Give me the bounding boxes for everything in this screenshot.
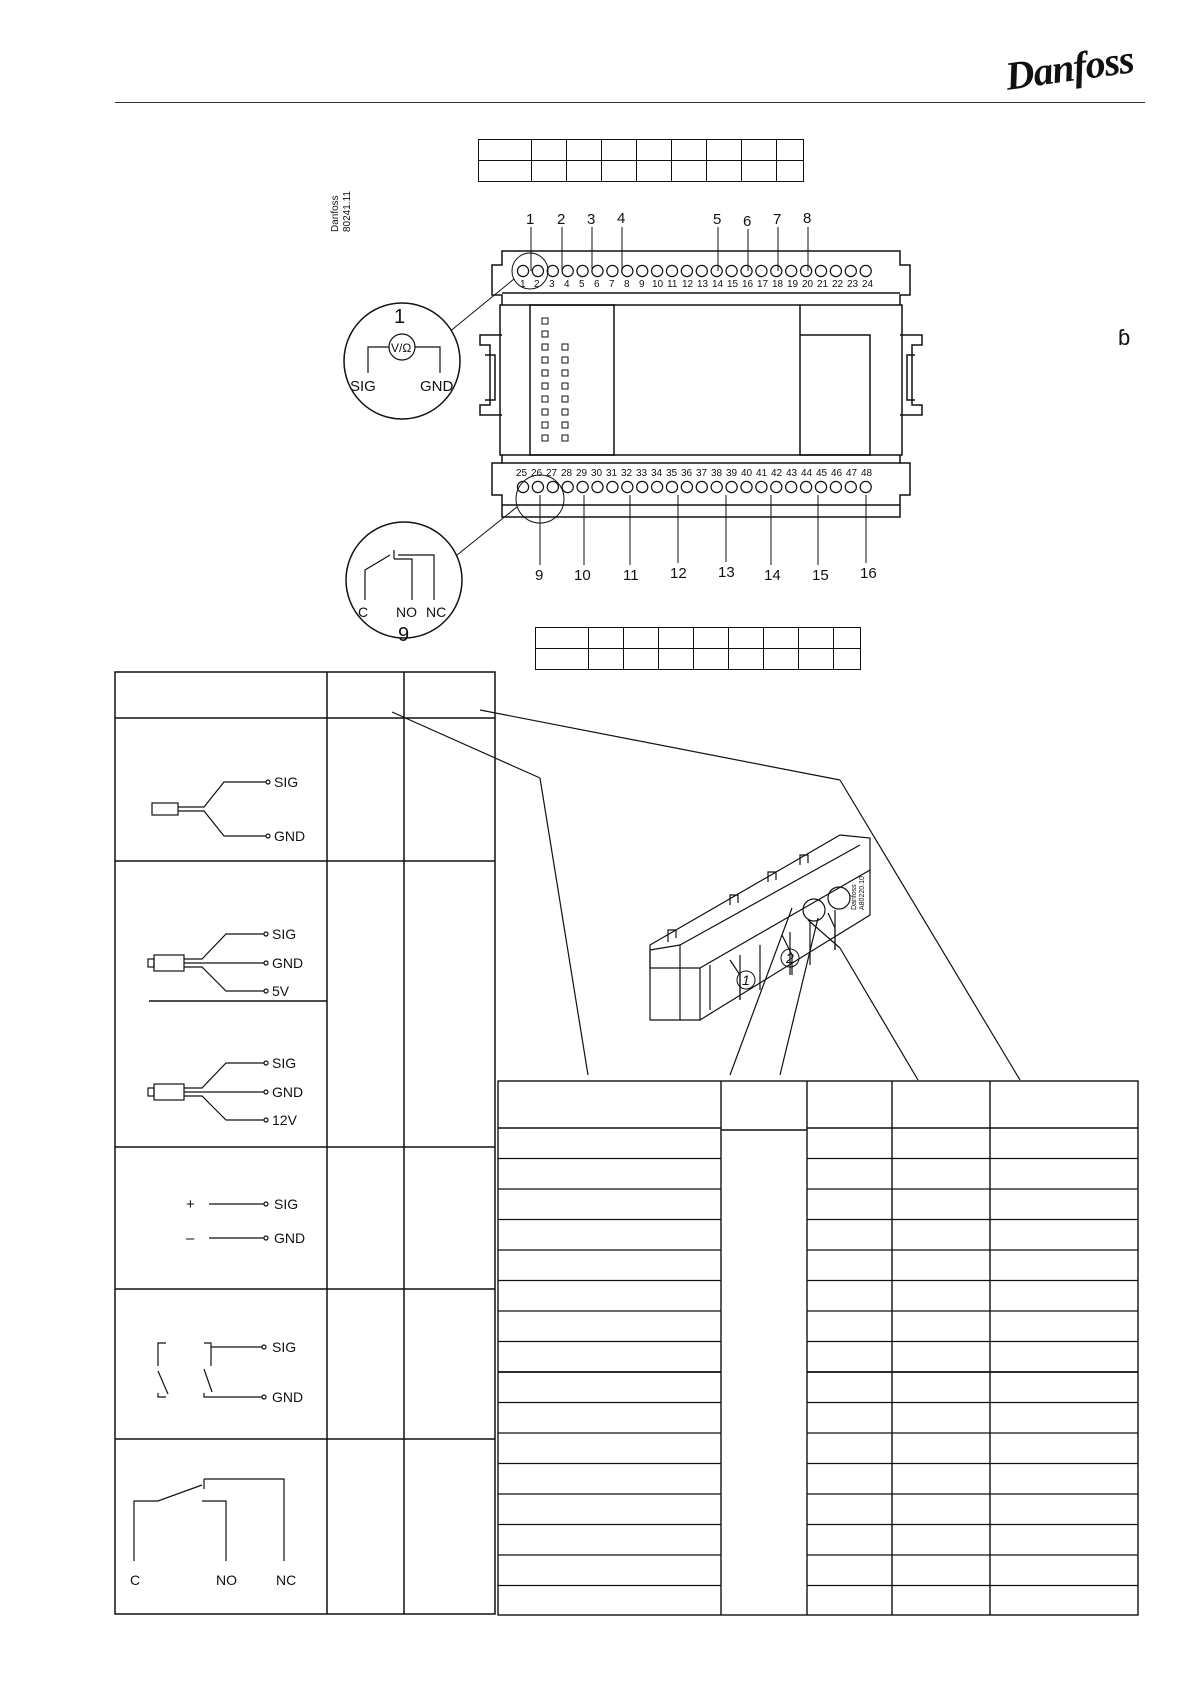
terminal-screw [532,265,543,276]
terminal-label: NO [216,1572,237,1588]
terminal-number: 41 [756,468,768,479]
terminal-screw [830,265,841,276]
terminal-screw [830,481,841,492]
stray-mark: ɓ [1118,325,1131,350]
terminal-number: 7 [609,279,615,290]
terminal-label: GND [272,1389,304,1405]
terminal-screw [562,481,573,492]
terminal-number: 47 [846,468,858,479]
terminal-screw [607,481,618,492]
detail-number: 9 [398,624,410,646]
terminal-number: 25 [516,468,528,479]
terminal-number: 5 [579,279,585,290]
terminal-screw [786,265,797,276]
terminal-number: 42 [771,468,783,479]
terminal-screw [666,265,677,276]
terminal-number: 9 [639,279,645,290]
detail-number: 1 [394,306,406,328]
detail-label: SIG [350,378,376,395]
relay-output-symbol [114,1439,327,1615]
callout-number: 13 [718,564,735,581]
terminal-number: 22 [832,279,844,290]
top-terminal-numbers [520,279,874,290]
callout-number: 10 [574,567,591,584]
terminal-number: 3 [549,279,555,290]
callout-number: 9 [535,567,544,584]
terminal-screw [652,481,663,492]
terminal-screw [860,481,871,492]
terminal-number: 45 [816,468,828,479]
terminal-number: 37 [696,468,708,479]
callout-number: 1 [526,211,535,228]
danfoss-logo: Danfoss [1002,36,1137,99]
terminal-label: GND [274,828,306,844]
callout-number: 12 [670,565,687,582]
detail-input-circle [344,303,460,419]
terminal-screw [592,265,603,276]
terminal-number: 8 [624,279,630,290]
terminal-screw [711,265,722,276]
terminal-screw [696,481,707,492]
callout-number: 16 [860,565,877,582]
terminal-number: 31 [606,468,618,479]
detail-label: NC [426,604,447,620]
callout-number: 6 [743,213,752,230]
terminal-screw [711,481,722,492]
terminal-number: 20 [802,279,814,290]
terminal-screw [756,481,767,492]
terminal-number: 4 [564,279,570,290]
terminal-number: 27 [546,468,558,479]
contact-signal-symbol [114,1289,327,1439]
detail-relay-circle [346,522,462,646]
terminal-screw [771,265,782,276]
callout-number: 2 [557,211,566,228]
terminal-label: SIG [272,926,297,942]
terminal-screw [622,265,633,276]
pressure-transmitter-5v-symbol [114,861,327,1001]
module-label: 2 [786,950,794,966]
module-illustration [380,700,1170,1085]
bottom-terminal-numbers [516,468,873,479]
terminal-number: 24 [862,279,874,290]
terminal-screw [577,481,588,492]
terminal-number: 6 [594,279,600,290]
terminal-screw [741,265,752,276]
terminal-number: 33 [636,468,648,479]
terminal-screw [547,481,558,492]
header-rule [115,102,1145,103]
terminal-screw [815,265,826,276]
terminal-number: 11 [667,279,678,290]
terminal-screw [532,481,543,492]
terminal-label: SIG [272,1339,297,1355]
terminal-label: GND [272,955,304,971]
terminal-screw [637,265,648,276]
terminal-number: 28 [561,468,573,479]
terminal-screw [726,265,737,276]
drawing-code-main: Danfoss 80241.11 [330,191,353,232]
detail-label: C [358,604,369,620]
terminal-number: 44 [801,468,813,479]
terminal-screw [801,481,812,492]
terminal-screw [741,481,752,492]
terminal-screw [607,265,618,276]
terminal-number: 46 [831,468,843,479]
terminal-label: C [130,1572,141,1588]
terminal-screw [860,265,871,276]
terminal-label: 12V [272,1112,297,1128]
callout-number: 15 [812,567,829,584]
terminal-screw [547,265,558,276]
terminal-label: SIG [274,774,299,790]
detail-label: GND [420,378,454,395]
top-terminal-table [478,139,804,182]
terminal-number: 38 [711,468,723,479]
terminal-number: 1 [520,279,526,290]
callout-number: 3 [587,211,596,228]
terminal-screw [756,265,767,276]
terminal-screw [681,265,692,276]
module-table [497,1080,1139,1616]
terminal-screw [517,265,528,276]
terminal-number: 32 [621,468,633,479]
terminal-number: 26 [531,468,543,479]
terminal-number: 2 [534,279,540,290]
callout-number: 14 [764,567,781,584]
terminal-screw [815,481,826,492]
terminal-screw [592,481,603,492]
temperature-sensor-symbol [114,718,327,861]
terminal-screw [786,481,797,492]
terminal-label: GND [272,1084,304,1100]
polarity-label: + [186,1196,195,1213]
callout-number: 11 [623,567,639,584]
terminal-label: 5V [272,983,290,999]
module-label: 1 [742,972,750,988]
terminal-number: 10 [652,279,664,290]
terminal-screw [845,265,856,276]
terminal-number: 13 [697,279,709,290]
terminal-number: 23 [847,279,859,290]
terminal-screw [696,265,707,276]
terminal-label: GND [274,1230,306,1246]
terminal-screw [845,481,856,492]
callout-number: 8 [803,210,812,227]
controller-drawing [330,205,930,665]
terminal-screw [622,481,633,492]
pressure-transmitter-12v-symbol [114,1001,327,1147]
detail-symbol: V/Ω [391,341,412,355]
terminal-screw [771,481,782,492]
callout-number: 4 [617,210,626,227]
terminal-label: NC [276,1572,297,1588]
terminal-number: 12 [682,279,694,290]
callout-number: 5 [713,211,722,228]
voltage-signal-symbol [114,1147,327,1289]
drawing-code-module: Danfoss A80220.10 [851,876,866,910]
polarity-label: – [186,1230,195,1247]
terminal-label: SIG [274,1196,299,1212]
callout-number: 7 [773,211,782,228]
terminal-number: 19 [787,279,799,290]
terminal-screw [681,481,692,492]
terminal-number: 34 [651,468,663,479]
terminal-number: 14 [712,279,724,290]
terminal-screw [801,265,812,276]
terminal-number: 39 [726,468,738,479]
terminal-number: 21 [817,279,829,290]
terminal-screw [577,265,588,276]
terminal-number: 48 [861,468,873,479]
terminal-screw [666,481,677,492]
terminal-number: 43 [786,468,798,479]
terminal-screw [562,265,573,276]
terminal-number: 35 [666,468,678,479]
terminal-number: 15 [727,279,739,290]
terminal-screw [726,481,737,492]
detail-label: NO [396,604,417,620]
terminal-number: 18 [772,279,784,290]
terminal-number: 30 [591,468,603,479]
terminal-number: 40 [741,468,753,479]
terminal-label: SIG [272,1055,297,1071]
terminal-number: 36 [681,468,693,479]
terminal-number: 17 [757,279,769,290]
terminal-screw [652,265,663,276]
terminal-screw [637,481,648,492]
terminal-number: 29 [576,468,588,479]
terminal-number: 16 [742,279,754,290]
